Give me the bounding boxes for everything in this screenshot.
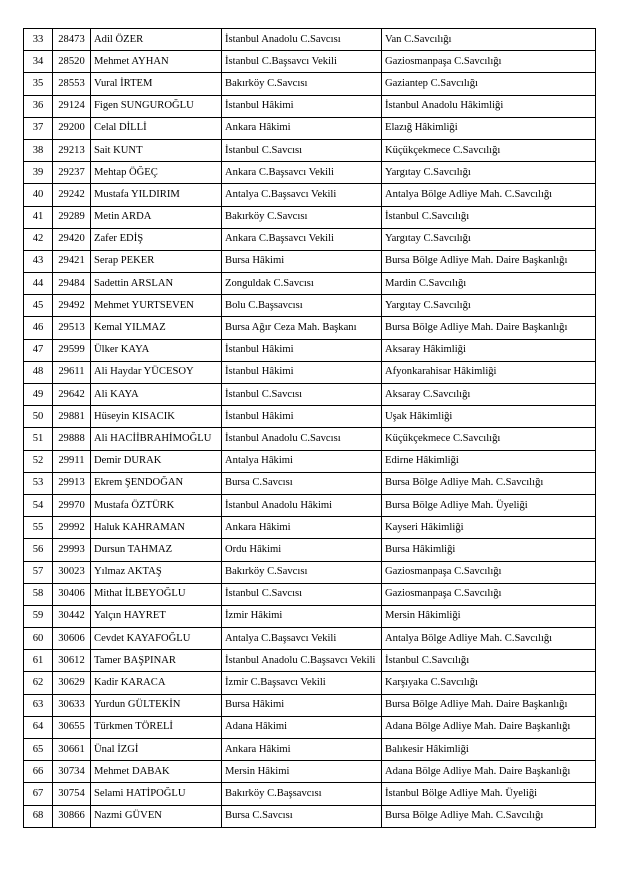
registry-number-cell: 29992 [53,517,91,539]
row-number-cell: 48 [24,361,53,383]
table-row [24,716,596,738]
row-number-cell: 58 [24,583,53,605]
current-post-cell: Bakırköy C.Savcısı [222,561,382,583]
current-post-cell: İstanbul C.Savcısı [222,583,382,605]
registry-number-cell: 30661 [53,739,91,761]
current-post-cell: Ankara Hâkimi [222,117,382,139]
new-post-cell: Mardin C.Savcılığı [382,273,596,295]
row-number-cell: 59 [24,605,53,627]
current-post-cell: Bakırköy C.Savcısı [222,206,382,228]
row-number-cell: 42 [24,228,53,250]
current-post-cell: Bursa C.Savcısı [222,805,382,827]
person-name-cell: Mustafa YILDIRIM [91,184,222,206]
table-row [24,117,596,139]
person-name-cell: Adil ÖZER [91,29,222,51]
new-post-cell: Gaziosmanpaşa C.Savcılığı [382,561,596,583]
registry-number-cell: 30754 [53,783,91,805]
registry-number-cell: 29642 [53,384,91,406]
person-name-cell: Mithat İLBEYOĞLU [91,583,222,605]
row-number-cell: 67 [24,783,53,805]
person-name-cell: Türkmen TÖRELİ [91,716,222,738]
current-post-cell: Ordu Hâkimi [222,539,382,561]
new-post-cell: Gaziantep C.Savcılığı [382,73,596,95]
table-row [24,228,596,250]
new-post-cell: Van C.Savcılığı [382,29,596,51]
new-post-cell: Aksaray Hâkimliği [382,339,596,361]
table-row [24,694,596,716]
row-number-cell: 64 [24,716,53,738]
row-number-cell: 34 [24,51,53,73]
table-row [24,406,596,428]
registry-number-cell: 30023 [53,561,91,583]
person-name-cell: Yılmaz AKTAŞ [91,561,222,583]
person-name-cell: Vural İRTEM [91,73,222,95]
table-row [24,317,596,339]
registry-number-cell: 29881 [53,406,91,428]
new-post-cell: Yargıtay C.Savcılığı [382,295,596,317]
current-post-cell: İstanbul Anadolu C.Başsavcı Vekili [222,650,382,672]
person-name-cell: Dursun TAHMAZ [91,539,222,561]
person-name-cell: Sait KUNT [91,139,222,161]
row-number-cell: 62 [24,672,53,694]
row-number-cell: 49 [24,384,53,406]
new-post-cell: İstanbul C.Savcılığı [382,206,596,228]
person-name-cell: Yurdun GÜLTEKİN [91,694,222,716]
row-number-cell: 36 [24,95,53,117]
person-name-cell: Hüseyin KISACIK [91,406,222,428]
registry-number-cell: 29911 [53,450,91,472]
table-row [24,517,596,539]
current-post-cell: İzmir Hâkimi [222,605,382,627]
person-name-cell: Nazmi GÜVEN [91,805,222,827]
table-row [24,206,596,228]
person-name-cell: Mustafa ÖZTÜRK [91,494,222,516]
current-post-cell: Bursa Ağır Ceza Mah. Başkanı [222,317,382,339]
person-name-cell: Haluk KAHRAMAN [91,517,222,539]
table-row [24,339,596,361]
new-post-cell: Bursa Hâkimliği [382,539,596,561]
person-name-cell: Yalçın HAYRET [91,605,222,627]
current-post-cell: İstanbul C.Başsavcı Vekili [222,51,382,73]
row-number-cell: 41 [24,206,53,228]
table-row [24,250,596,272]
person-name-cell: Demir DURAK [91,450,222,472]
row-number-cell: 54 [24,494,53,516]
person-name-cell: Ekrem ŞENDOĞAN [91,472,222,494]
row-number-cell: 56 [24,539,53,561]
table-row [24,184,596,206]
table-row [24,428,596,450]
new-post-cell: Uşak Hâkimliği [382,406,596,428]
row-number-cell: 51 [24,428,53,450]
current-post-cell: Mersin Hâkimi [222,761,382,783]
registry-number-cell: 29993 [53,539,91,561]
registry-number-cell: 30612 [53,650,91,672]
current-post-cell: İstanbul Anadolu C.Savcısı [222,29,382,51]
table-row [24,605,596,627]
registry-number-cell: 29237 [53,162,91,184]
registry-number-cell: 30633 [53,694,91,716]
registry-number-cell: 29492 [53,295,91,317]
new-post-cell: Balıkesir Hâkimliği [382,739,596,761]
registry-number-cell: 29970 [53,494,91,516]
table-row [24,628,596,650]
registry-number-cell: 29513 [53,317,91,339]
current-post-cell: Ankara C.Başsavcı Vekili [222,228,382,250]
registry-number-cell: 28553 [53,73,91,95]
row-number-cell: 50 [24,406,53,428]
table-row [24,29,596,51]
table-row [24,539,596,561]
new-post-cell: Aksaray C.Savcılığı [382,384,596,406]
row-number-cell: 53 [24,472,53,494]
table-row [24,384,596,406]
row-number-cell: 57 [24,561,53,583]
row-number-cell: 60 [24,628,53,650]
person-name-cell: Tamer BAŞPINAR [91,650,222,672]
current-post-cell: İzmir C.Başsavcı Vekili [222,672,382,694]
table-row [24,51,596,73]
new-post-cell: Yargıtay C.Savcılığı [382,162,596,184]
current-post-cell: İstanbul Hâkimi [222,361,382,383]
registry-number-cell: 29611 [53,361,91,383]
new-post-cell: Kayseri Hâkimliği [382,517,596,539]
table-body [24,29,596,828]
table-row [24,295,596,317]
new-post-cell: Mersin Hâkimliği [382,605,596,627]
table-row [24,494,596,516]
person-name-cell: Zafer EDİŞ [91,228,222,250]
current-post-cell: Antalya Hâkimi [222,450,382,472]
table-row [24,162,596,184]
registry-number-cell: 29124 [53,95,91,117]
registry-number-cell: 29420 [53,228,91,250]
registry-number-cell: 29200 [53,117,91,139]
new-post-cell: Adana Bölge Adliye Mah. Daire Başkanlığı [382,716,596,738]
person-name-cell: Serap PEKER [91,250,222,272]
row-number-cell: 66 [24,761,53,783]
registry-number-cell: 30442 [53,605,91,627]
table-row [24,650,596,672]
current-post-cell: Ankara Hâkimi [222,739,382,761]
new-post-cell: Afyonkarahisar Hâkimliği [382,361,596,383]
current-post-cell: Ankara Hâkimi [222,517,382,539]
row-number-cell: 37 [24,117,53,139]
person-name-cell: Mehmet DABAK [91,761,222,783]
registry-number-cell: 30606 [53,628,91,650]
appointments-table [23,28,596,828]
registry-number-cell: 29484 [53,273,91,295]
person-name-cell: Selami HATİPOĞLU [91,783,222,805]
person-name-cell: Celal DİLLİ [91,117,222,139]
registry-number-cell: 30866 [53,805,91,827]
row-number-cell: 68 [24,805,53,827]
new-post-cell: Bursa Bölge Adliye Mah. C.Savcılığı [382,805,596,827]
new-post-cell: İstanbul Bölge Adliye Mah. Üyeliği [382,783,596,805]
table-row [24,361,596,383]
person-name-cell: Ali HACİİBRAHİMOĞLU [91,428,222,450]
row-number-cell: 46 [24,317,53,339]
row-number-cell: 39 [24,162,53,184]
table-row [24,139,596,161]
current-post-cell: Bursa C.Savcısı [222,472,382,494]
registry-number-cell: 29888 [53,428,91,450]
row-number-cell: 35 [24,73,53,95]
table-row [24,450,596,472]
registry-number-cell: 29421 [53,250,91,272]
registry-number-cell: 30655 [53,716,91,738]
person-name-cell: Ali Haydar YÜCESOY [91,361,222,383]
table-row [24,472,596,494]
current-post-cell: İstanbul Hâkimi [222,406,382,428]
person-name-cell: Mehmet AYHAN [91,51,222,73]
new-post-cell: Gaziosmanpaşa C.Savcılığı [382,51,596,73]
current-post-cell: İstanbul C.Savcısı [222,139,382,161]
table-row [24,805,596,827]
new-post-cell: Bursa Bölge Adliye Mah. Üyeliği [382,494,596,516]
row-number-cell: 40 [24,184,53,206]
person-name-cell: Ülker KAYA [91,339,222,361]
row-number-cell: 47 [24,339,53,361]
registry-number-cell: 30629 [53,672,91,694]
table-row [24,583,596,605]
new-post-cell: Bursa Bölge Adliye Mah. Daire Başkanlığı [382,317,596,339]
current-post-cell: Bursa Hâkimi [222,250,382,272]
table-row [24,672,596,694]
table-row [24,73,596,95]
registry-number-cell: 29599 [53,339,91,361]
person-name-cell: Figen SUNGUROĞLU [91,95,222,117]
registry-number-cell: 30734 [53,761,91,783]
registry-number-cell: 29213 [53,139,91,161]
current-post-cell: Antalya C.Başsavcı Vekili [222,628,382,650]
registry-number-cell: 29289 [53,206,91,228]
person-name-cell: Ünal İZGİ [91,739,222,761]
row-number-cell: 33 [24,29,53,51]
new-post-cell: Bursa Bölge Adliye Mah. Daire Başkanlığı [382,694,596,716]
new-post-cell: Yargıtay C.Savcılığı [382,228,596,250]
person-name-cell: Mehmet YURTSEVEN [91,295,222,317]
new-post-cell: Bursa Bölge Adliye Mah. Daire Başkanlığı [382,250,596,272]
current-post-cell: Antalya C.Başsavcı Vekili [222,184,382,206]
row-number-cell: 52 [24,450,53,472]
person-name-cell: Metin ARDA [91,206,222,228]
table-row [24,739,596,761]
current-post-cell: İstanbul Hâkimi [222,339,382,361]
current-post-cell: Bakırköy C.Savcısı [222,73,382,95]
new-post-cell: Antalya Bölge Adliye Mah. C.Savcılığı [382,628,596,650]
row-number-cell: 65 [24,739,53,761]
new-post-cell: Antalya Bölge Adliye Mah. C.Savcılığı [382,184,596,206]
new-post-cell: İstanbul Anadolu Hâkimliği [382,95,596,117]
row-number-cell: 61 [24,650,53,672]
current-post-cell: Bolu C.Başsavcısı [222,295,382,317]
table-row [24,561,596,583]
row-number-cell: 43 [24,250,53,272]
current-post-cell: İstanbul C.Savcısı [222,384,382,406]
table-row [24,273,596,295]
new-post-cell: Edirne Hâkimliği [382,450,596,472]
current-post-cell: Adana Hâkimi [222,716,382,738]
new-post-cell: İstanbul C.Savcılığı [382,650,596,672]
new-post-cell: Bursa Bölge Adliye Mah. C.Savcılığı [382,472,596,494]
new-post-cell: Küçükçekmece C.Savcılığı [382,139,596,161]
new-post-cell: Gaziosmanpaşa C.Savcılığı [382,583,596,605]
table-row [24,761,596,783]
table-row [24,783,596,805]
current-post-cell: Ankara C.Başsavcı Vekili [222,162,382,184]
row-number-cell: 63 [24,694,53,716]
current-post-cell: Bursa Hâkimi [222,694,382,716]
new-post-cell: Adana Bölge Adliye Mah. Daire Başkanlığı [382,761,596,783]
current-post-cell: İstanbul Anadolu C.Savcısı [222,428,382,450]
person-name-cell: Kemal YILMAZ [91,317,222,339]
document-page [23,28,596,828]
registry-number-cell: 30406 [53,583,91,605]
current-post-cell: İstanbul Hâkimi [222,95,382,117]
current-post-cell: Bakırköy C.Başsavcısı [222,783,382,805]
row-number-cell: 44 [24,273,53,295]
current-post-cell: İstanbul Anadolu Hâkimi [222,494,382,516]
person-name-cell: Mehtap ÖĞEÇ [91,162,222,184]
table-row [24,95,596,117]
person-name-cell: Sadettin ARSLAN [91,273,222,295]
current-post-cell: Zonguldak C.Savcısı [222,273,382,295]
registry-number-cell: 28520 [53,51,91,73]
new-post-cell: Elazığ Hâkimliği [382,117,596,139]
registry-number-cell: 29913 [53,472,91,494]
row-number-cell: 38 [24,139,53,161]
person-name-cell: Kadir KARACA [91,672,222,694]
registry-number-cell: 29242 [53,184,91,206]
new-post-cell: Karşıyaka C.Savcılığı [382,672,596,694]
row-number-cell: 45 [24,295,53,317]
person-name-cell: Ali KAYA [91,384,222,406]
registry-number-cell: 28473 [53,29,91,51]
row-number-cell: 55 [24,517,53,539]
person-name-cell: Cevdet KAYAFOĞLU [91,628,222,650]
new-post-cell: Küçükçekmece C.Savcılığı [382,428,596,450]
